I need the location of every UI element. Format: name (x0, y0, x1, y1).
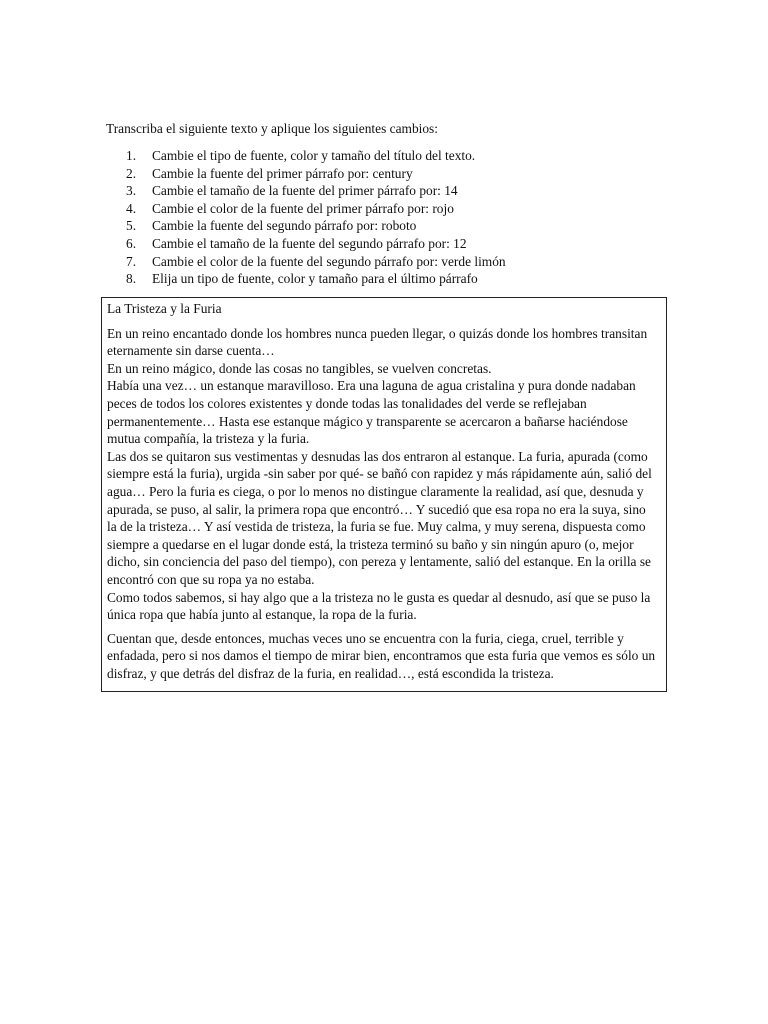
story-paragraph-1: En un reino encantado donde los hombres nunca pueden llegar, o quizás donde los hombres transitan eternamente sin darse cuenta… (107, 325, 648, 359)
story-paragraph-2: En un reino mágico, donde las cosas no tangibles, se vuelven concretas. (107, 360, 492, 376)
story-paragraph-5: Como todos sabemos, si hay algo que a la tristeza no le gusta es quedar al desnudo, así que se puso la única ropa que había junto al estanque, la ropa de la furia. (107, 589, 651, 623)
story-paragraph-3: Había una vez… un estanque maravilloso. Era una laguna de agua cristalina y pura donde nadaban peces de todos los colores existentes y donde todas las tonalidades del verde se reflejaban permanentemente… Hasta ese estanque mágico y transparente se acercaron a bañarse haciéndose mutua compañía, la tristeza y la furia. (107, 378, 636, 447)
list-item-number: 3. (126, 183, 137, 199)
list-item-text: Cambie el color de la fuente del segundo párrafo por: verde limón (152, 253, 506, 269)
list-item-number: 6. (126, 235, 137, 251)
story-paragraph-4: Las dos se quitaron sus vestimentas y desnudas las dos entraron al estanque. La furia, apurada (como siempre está la furia), urgida -sin saber por qué- se bañó con rapidez y más rápidamente aún, salió del agua… Pero la furia es ciega, o por lo menos no distingue claramente la realidad, así que, desnuda y apurada, se puso, al salir, la primera ropa que encontró… Y sucedió que esa ropa no era la suya, sino la de la tristeza… Y así vestida de tristeza, la furia se fue. Muy calma, y muy serena, dispuesta como siempre a quedarse en el lugar donde está, la tristeza terminó su baño y sin ningún apuro (o, mejor dicho, sin conciencia del paso del tiempo), con pereza y lentamente, salió del estanque. En la orilla se encontró con que su ropa ya no estaba. (107, 448, 652, 587)
instructions-intro: Transcriba el siguiente texto y aplique los siguientes cambios: (106, 121, 438, 136)
list-item-number: 1. (126, 148, 137, 163)
list-item-text: Cambie la fuente del segundo párrafo por: roboto (152, 218, 417, 234)
list-item-number: 8. (126, 271, 137, 287)
list-item-text: Cambie el tipo de fuente, color y tamaño del título del texto. (152, 148, 476, 163)
story-paragraph-6: Cuentan que, desde entonces, muchas veces uno se encuentra con la furia, ciega, cruel, terrible y enfadada, pero si nos damos el tiempo de mirar bien, encontramos que esta furia que vemos es sólo un disfraz, y que detrás del disfraz de la furia, en realidad…, está escondida la tristeza. (107, 630, 656, 681)
story-title: La Tristeza y la Furia (107, 301, 222, 316)
list-item-number: 7. (126, 253, 137, 269)
list-item-text: Cambie la fuente del primer párrafo por: century (152, 165, 413, 181)
story-text-box (101, 297, 667, 692)
list-item-text: Cambie el color de la fuente del primer párrafo por: rojo (152, 200, 454, 216)
list-item-text: Cambie el tamaño de la fuente del segundo párrafo por: 12 (152, 235, 467, 251)
list-item-number: 2. (126, 165, 137, 181)
list-item-text: Elija un tipo de fuente, color y tamaño para el último párrafo (152, 271, 478, 287)
list-item-number: 5. (126, 218, 137, 234)
list-item-text: Cambie el tamaño de la fuente del primer párrafo por: 14 (152, 183, 458, 199)
list-item-number: 4. (126, 200, 137, 216)
